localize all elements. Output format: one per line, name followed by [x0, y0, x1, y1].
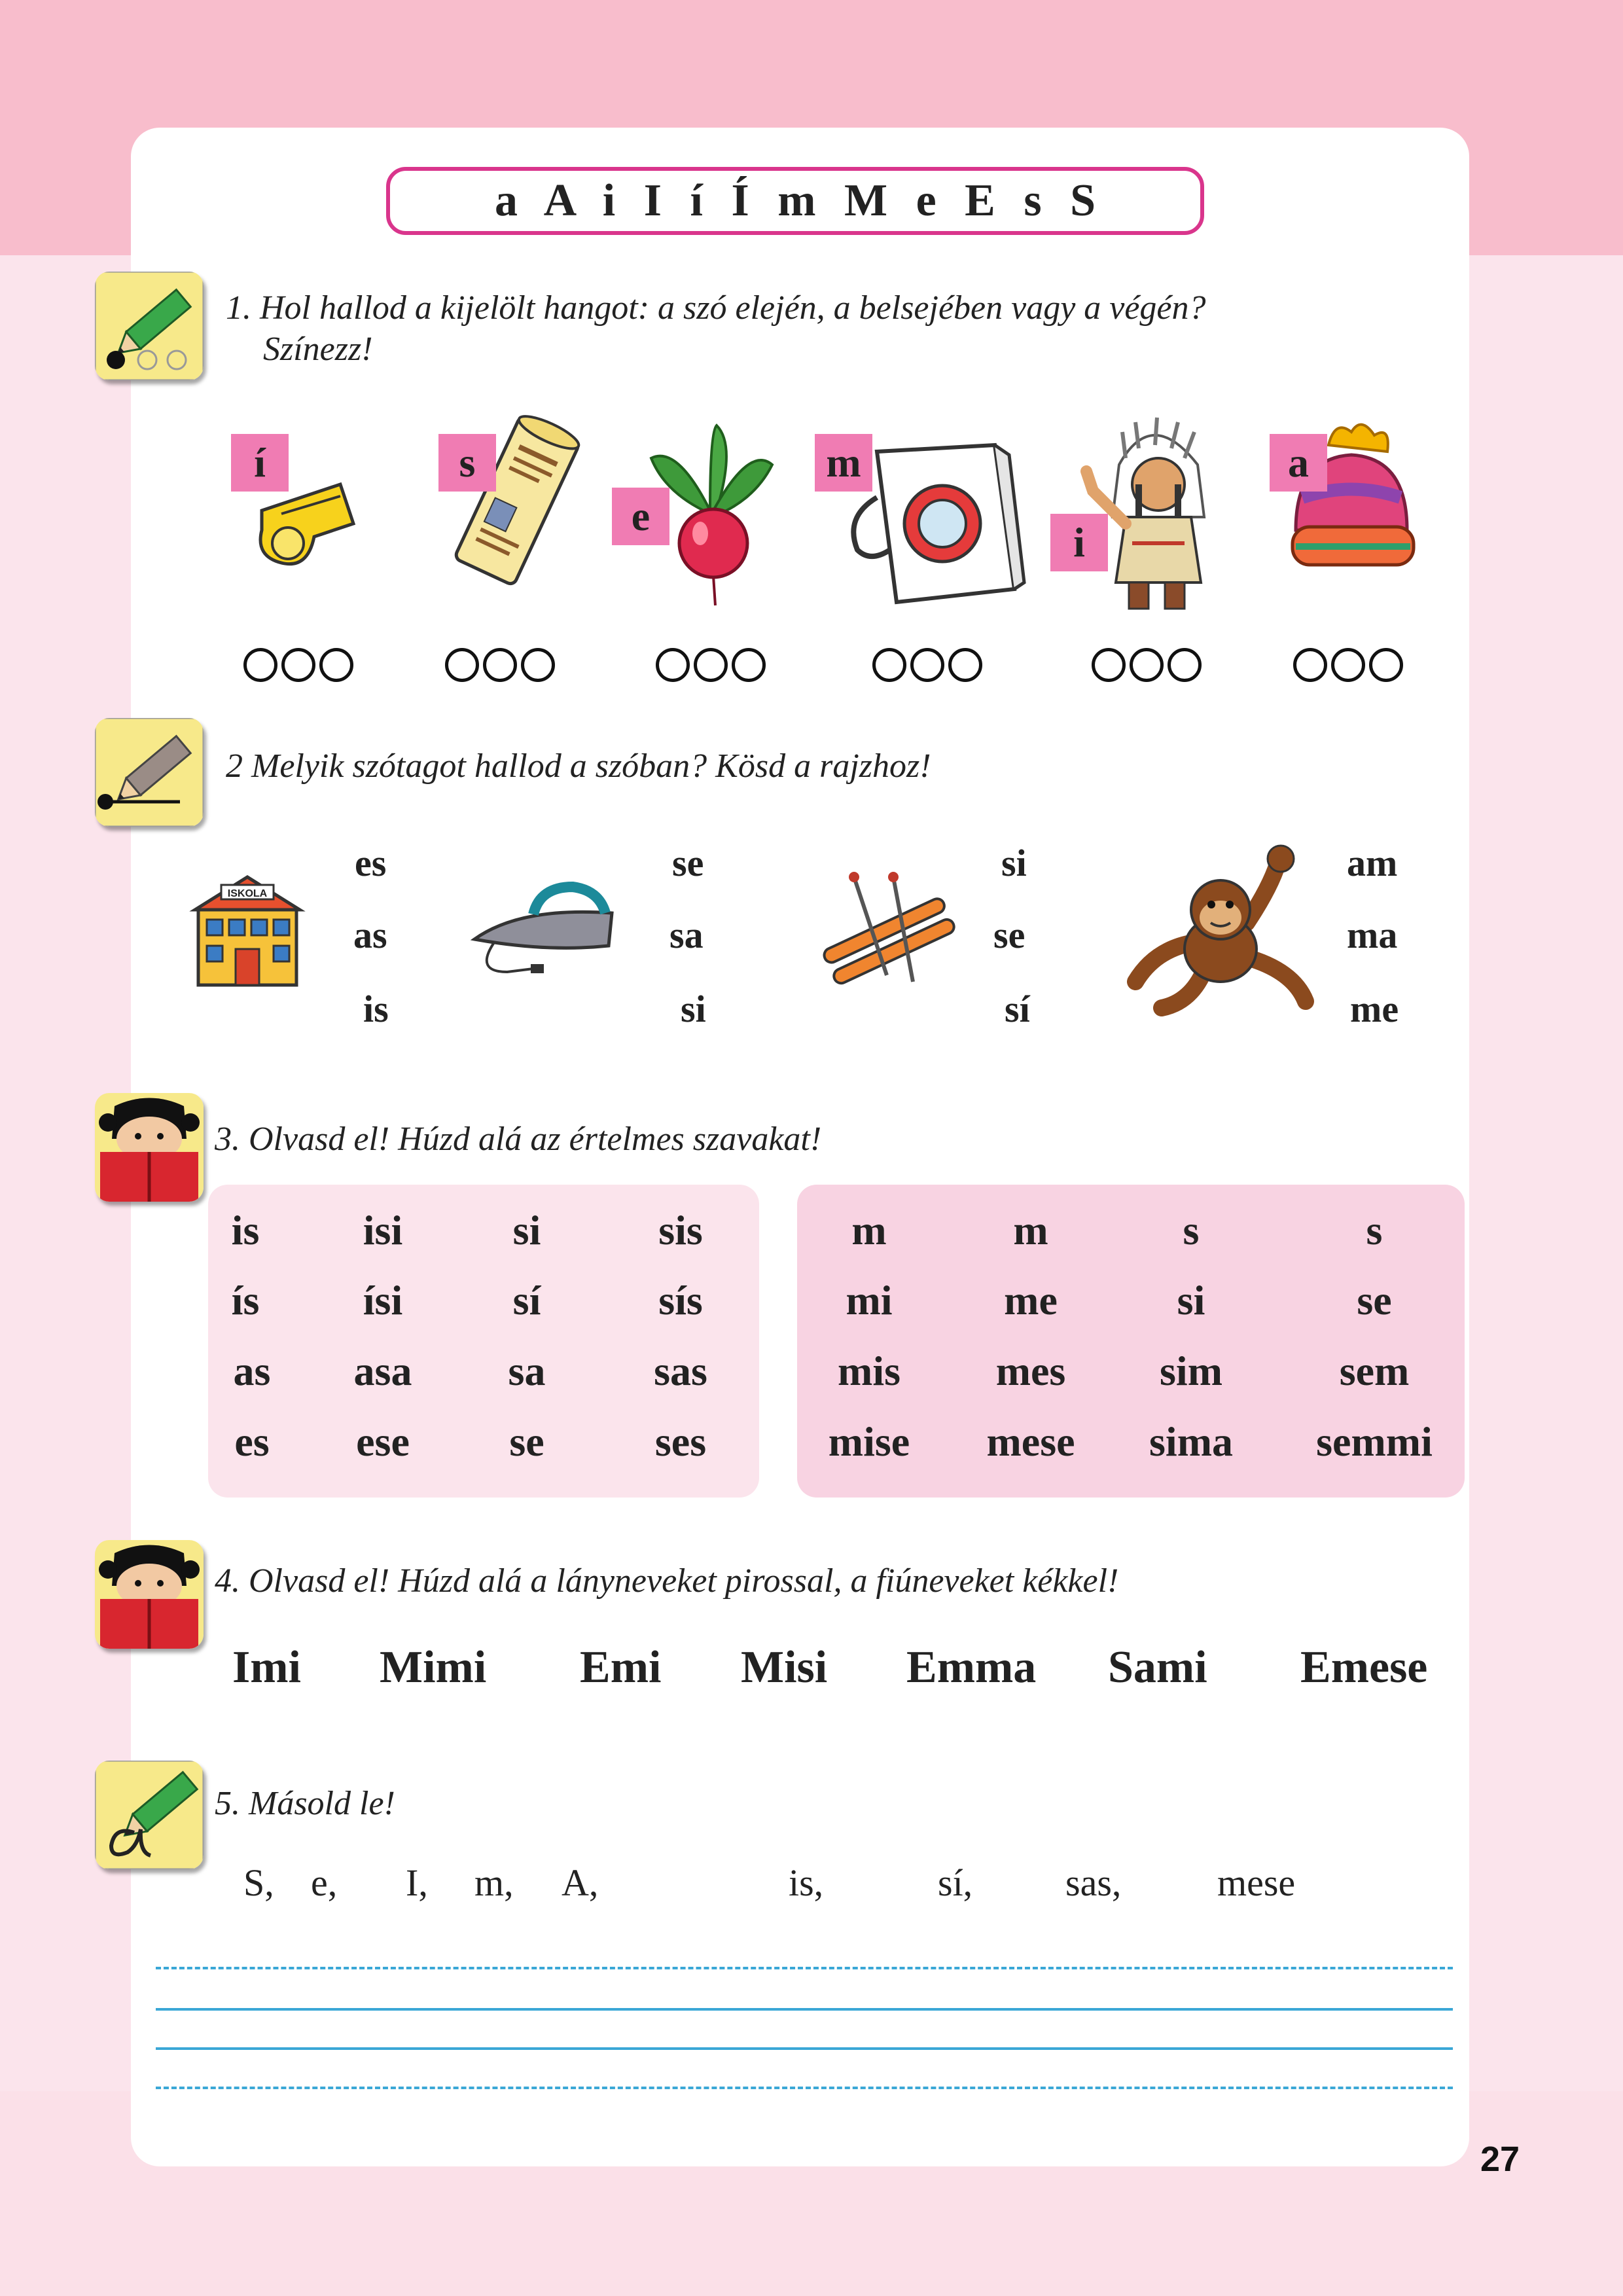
exercise1-instruction-line1: 1. Hol hallod a kijelölt hangot: a szó elején, a belsejében vagy a végén?: [226, 289, 1206, 327]
sound-tag-5: i: [1050, 514, 1108, 571]
word-right-2-1[interactable]: mi: [846, 1277, 893, 1323]
school-icon: [182, 864, 313, 995]
word-right-3-3[interactable]: sim: [1160, 1348, 1222, 1394]
syllable-2-3[interactable]: si: [681, 988, 706, 1030]
word-left-1-2[interactable]: isi: [363, 1207, 403, 1253]
word-left-4-1[interactable]: es: [234, 1418, 270, 1465]
name-7[interactable]: Emese: [1300, 1642, 1428, 1693]
reading-girl-icon-4: [95, 1540, 204, 1649]
syllable-3-2[interactable]: se: [993, 914, 1026, 956]
iron-icon: [468, 867, 625, 985]
word-left-4-4[interactable]: ses: [654, 1418, 707, 1465]
syllable-2-2[interactable]: sa: [669, 914, 704, 956]
exercise5-instruction: 5. Másold le!: [215, 1785, 395, 1822]
copy-word-2: e,: [311, 1861, 338, 1904]
word-left-2-4[interactable]: sís: [658, 1277, 703, 1323]
position-circles-3[interactable]: [656, 648, 766, 682]
pencil-writing-icon: [95, 272, 204, 380]
word-left-2-1[interactable]: ís: [231, 1277, 260, 1323]
word-left-1-3[interactable]: si: [512, 1207, 541, 1253]
syllable-3-3[interactable]: sí: [1005, 988, 1030, 1030]
word-right-2-4[interactable]: se: [1357, 1277, 1392, 1323]
name-3[interactable]: Emi: [580, 1642, 662, 1693]
reading-girl-icon-3: [95, 1093, 204, 1202]
sound-tag-1: í: [231, 434, 289, 492]
word-left-3-3[interactable]: sa: [508, 1348, 546, 1394]
sound-tag-2: s: [438, 434, 496, 492]
writing-line-mid-2[interactable]: [156, 2047, 1453, 2050]
name-4[interactable]: Misi: [741, 1642, 828, 1693]
syllable-1-2[interactable]: as: [353, 914, 387, 956]
word-left-2-2[interactable]: ísi: [363, 1277, 403, 1323]
copy-word-4: m,: [474, 1861, 514, 1904]
word-right-1-4[interactable]: s: [1366, 1207, 1383, 1253]
writing-line-top[interactable]: [156, 1967, 1453, 1969]
page-number: 27: [1480, 2140, 1520, 2179]
word-right-3-1[interactable]: mis: [838, 1348, 901, 1394]
exercise2-instruction: 2 Melyik szótagot hallod a szóban? Kösd a rajzhoz!: [226, 747, 931, 785]
position-circles-5[interactable]: [1092, 648, 1202, 682]
syllable-3-1[interactable]: si: [1001, 842, 1027, 884]
word-right-2-2[interactable]: me: [1004, 1277, 1058, 1323]
pencil-line-icon: [95, 718, 204, 827]
monkey-icon: [1122, 844, 1325, 1028]
writing-line-mid-1[interactable]: [156, 2008, 1453, 2011]
copy-word-1: S,: [243, 1861, 274, 1904]
word-left-3-1[interactable]: as: [233, 1348, 271, 1394]
word-left-3-4[interactable]: sas: [654, 1348, 707, 1394]
school-sign-text: ISKOLA: [227, 888, 268, 899]
copy-word-7: sí,: [938, 1861, 973, 1904]
syllable-1-1[interactable]: es: [355, 842, 387, 884]
copy-word-8: sas,: [1065, 1861, 1122, 1904]
word-right-4-4[interactable]: semmi: [1316, 1418, 1433, 1465]
sound-tag-3: e: [612, 488, 669, 545]
copy-word-3: I,: [406, 1861, 428, 1904]
position-circles-1[interactable]: [243, 648, 353, 682]
syllable-4-3[interactable]: me: [1350, 988, 1399, 1030]
word-right-2-3[interactable]: si: [1177, 1277, 1205, 1323]
copy-word-5: A,: [562, 1861, 599, 1904]
sound-tag-6: a: [1270, 434, 1327, 492]
syllable-2-1[interactable]: se: [672, 842, 704, 884]
word-left-4-3[interactable]: se: [509, 1418, 544, 1465]
name-6[interactable]: Sami: [1108, 1642, 1207, 1693]
exercise4-instruction: 4. Olvasd el! Húzd alá a lányneveket pirossal, a fiúneveket kékkel!: [215, 1562, 1119, 1600]
word-right-3-4[interactable]: sem: [1339, 1348, 1410, 1394]
pencil-handwriting-icon: [95, 1761, 204, 1869]
letters-header: [386, 167, 1204, 235]
word-left-4-2[interactable]: ese: [356, 1418, 410, 1465]
word-right-4-2[interactable]: mese: [986, 1418, 1075, 1465]
word-right-1-2[interactable]: m: [1013, 1207, 1048, 1253]
copy-word-9: mese: [1217, 1861, 1296, 1904]
word-left-1-1[interactable]: is: [231, 1207, 260, 1253]
word-left-2-3[interactable]: sí: [512, 1277, 541, 1323]
word-right-4-1[interactable]: mise: [828, 1418, 910, 1465]
word-left-1-4[interactable]: sis: [658, 1207, 703, 1253]
syllable-4-1[interactable]: am: [1347, 842, 1398, 884]
exercise3-instruction: 3. Olvasd el! Húzd alá az értelmes szavakat!: [215, 1121, 822, 1158]
word-right-1-3[interactable]: s: [1183, 1207, 1200, 1253]
writing-line-bottom[interactable]: [156, 2087, 1453, 2089]
position-circles-2[interactable]: [445, 648, 555, 682]
word-left-3-2[interactable]: asa: [353, 1348, 412, 1394]
name-1[interactable]: Imi: [232, 1642, 301, 1693]
word-right-1-1[interactable]: m: [851, 1207, 887, 1253]
exercise1-instruction-line2: Színezz!: [263, 331, 373, 368]
skis-icon: [815, 864, 959, 995]
word-right-4-3[interactable]: sima: [1149, 1418, 1233, 1465]
position-circles-4[interactable]: [872, 648, 982, 682]
name-5[interactable]: Emma: [906, 1642, 1037, 1693]
sound-tag-4: m: [815, 434, 872, 492]
position-circles-6[interactable]: [1293, 648, 1403, 682]
syllable-4-2[interactable]: ma: [1347, 914, 1398, 956]
name-2[interactable]: Mimi: [380, 1642, 487, 1693]
letters-header-text: a A i I í Í m M e E s S: [494, 175, 1096, 226]
syllable-1-3[interactable]: is: [363, 988, 389, 1030]
word-right-3-2[interactable]: mes: [995, 1348, 1066, 1394]
copy-word-6: is,: [789, 1861, 824, 1904]
